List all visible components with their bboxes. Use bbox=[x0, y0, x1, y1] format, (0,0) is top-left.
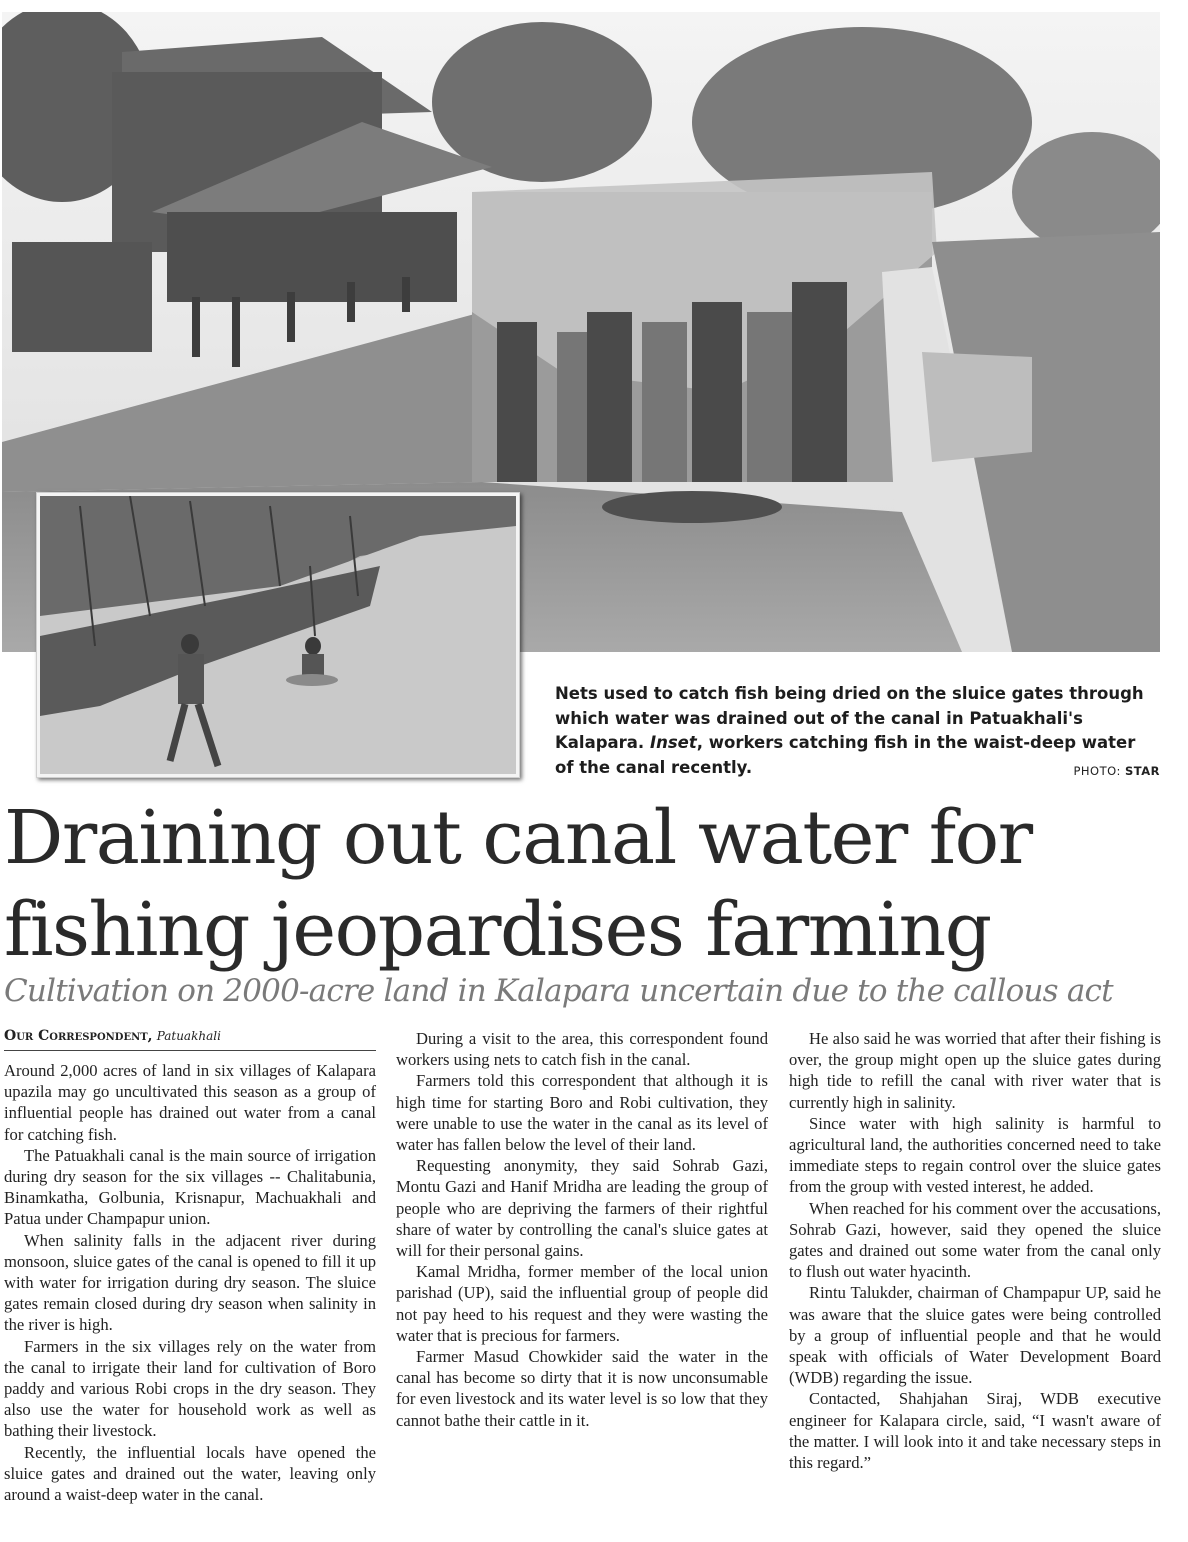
headline bbox=[4, 792, 1184, 976]
caption-text-main: Nets used to catch fish being dried on the sluice gates through which water was drained out of the canal in Patuakhali's Kalapara. bbox=[555, 684, 1144, 752]
credit-label: PHOTO: bbox=[1073, 764, 1125, 778]
subheadline: Cultivation on 2000-acre land in Kalapara uncertain due to the callous act bbox=[4, 973, 1113, 1009]
byline bbox=[4, 1028, 376, 1051]
article-column-1 bbox=[4, 1060, 376, 1505]
paragraph: Farmers in the six villages rely on the water from the canal to irrigate their land for cultivation of Boro paddy and various Robi crops in the dry season. They also use the water for household work as well as bathing their livestock. bbox=[4, 1336, 376, 1441]
inset-photo bbox=[36, 492, 520, 778]
photo-caption bbox=[555, 682, 1155, 780]
headline-line-1: Draining out canal water for bbox=[4, 795, 1032, 881]
paragraph: Kamal Mridha, former member of the local union parishad (UP), said the influential group of people did not pay heed to his request and they were wasting the water that is precious for farmers. bbox=[396, 1262, 768, 1345]
paragraph: When salinity falls in the adjacent river during monsoon, sluice gates of the canal is opened to fill it up with water for irrigation during dry season. The sluice gates remain closed during dry season when salinity in the river is high. bbox=[4, 1230, 376, 1335]
paragraph: Requesting anonymity, they said Sohrab Gazi, Montu Gazi and Hanif Mridha are leading the group of people who are depriving the farmers of their rightful share of water by controlling the canal's sluice gates at will for their personal gains. bbox=[396, 1156, 768, 1261]
paragraph: Rintu Talukder, chairman of Champapur UP, said he was aware that the sluice gates were being controlled by a group of influential people and that he would speak with officials of Water Development Board (WDB) regarding the issue. bbox=[789, 1283, 1161, 1388]
credit-source: STAR bbox=[1125, 764, 1160, 778]
paragraph: When reached for his comment over the accusations, Sohrab Gazi, however, said they opened the sluice gates and drained out some water from the canal only to flush out water hyacinth. bbox=[789, 1198, 1161, 1282]
article-column-3 bbox=[789, 1028, 1161, 1473]
caption-text-inset: , workers catching fish in the waist-deep water of the canal recently. bbox=[555, 733, 1136, 777]
paragraph: During a visit to the area, this correspondent found workers using nets to catch fish in the canal. bbox=[396, 1029, 768, 1070]
byline-author: Our Correspondent, bbox=[4, 1028, 153, 1044]
article-column-2 bbox=[396, 1028, 768, 1431]
byline-location: Patuakhali bbox=[156, 1029, 221, 1043]
paragraph: Around 2,000 acres of land in six villages of Kalapara upazila may go uncultivated this season as a group of influential people has drained out water from a canal for catching fish. bbox=[4, 1061, 376, 1144]
paragraph: The Patuakhali canal is the main source of irrigation during dry season for the six villages -- Chalitabunia, Binamkatha, Golbunia, Krisnapur, Machuakhali and Patua under Champapur union. bbox=[4, 1145, 376, 1229]
paragraph: Recently, the influential locals have opened the sluice gates and drained out the water, leaving only around a waist-deep water in the canal. bbox=[4, 1442, 376, 1505]
caption-inset-label: Inset bbox=[649, 733, 697, 752]
paragraph: Contacted, Shahjahan Siraj, WDB executive engineer for Kalapara circle, said, “I wasn't aware of the matter. I will look into it and take necessary steps in this regard.” bbox=[789, 1389, 1161, 1473]
paragraph: He also said he was worried that after their fishing is over, the group might open up the sluice gates during high tide to refill the canal with river water that is currently high in salinity. bbox=[789, 1029, 1161, 1112]
paragraph: Farmer Masud Chowkider said the water in the canal has become so dirty that it is now unconsumable for even livestock and its water level is so low that they cannot bathe their cattle in it. bbox=[396, 1347, 768, 1430]
photo-credit bbox=[1073, 764, 1160, 778]
paragraph: Since water with high salinity is harmful to agricultural land, the authorities concerned need to take immediate steps to regain control over the sluice gates from the group with vested interest, he added. bbox=[789, 1113, 1161, 1197]
headline-line-2: fishing jeopardises farming bbox=[4, 887, 991, 973]
paragraph: Farmers told this correspondent that although it is high time for starting Boro and Robi cultivation, they were unable to use the water in the canal as its level of water has fallen below the level of their land. bbox=[396, 1071, 768, 1155]
fishing-workers-photo bbox=[40, 496, 516, 774]
